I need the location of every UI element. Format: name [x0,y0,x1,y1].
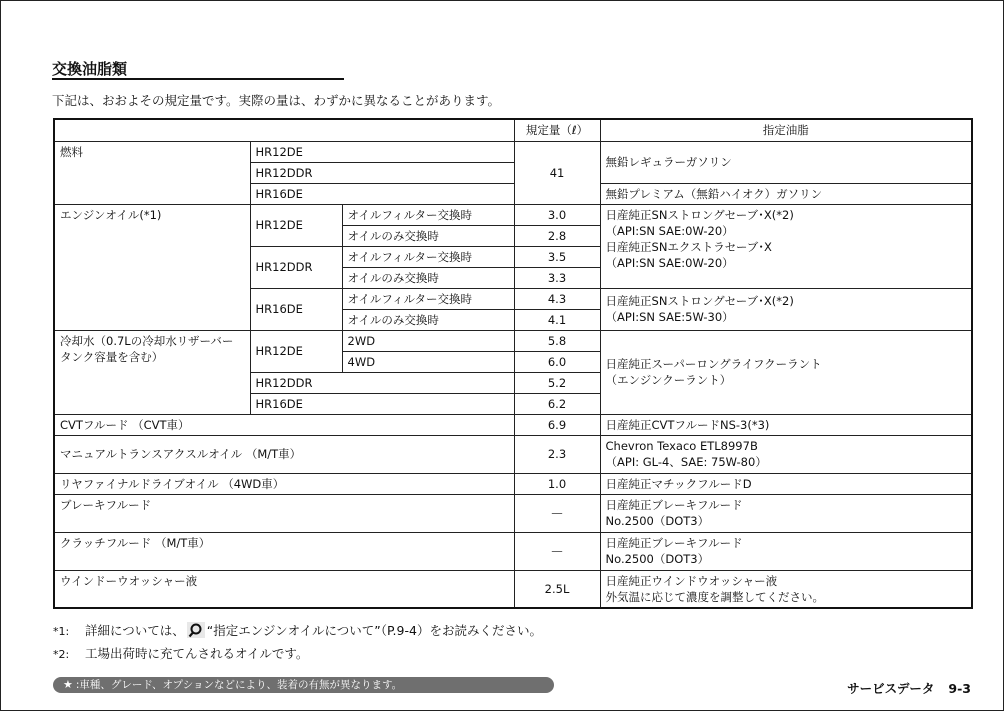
condition-cell: オイルのみ交換時 [342,309,514,330]
table-row [54,435,972,473]
oil-line: 日産純正ブレーキフルード [605,498,743,512]
condition-cell: オイルのみ交換時 [342,225,514,246]
table-row [54,570,972,608]
condition-cell: オイルフィルター交換時 [342,204,514,225]
oil-line: No.2500（DOT3） [605,514,710,528]
quantity-cell: — [514,494,600,532]
fuel-quantity: 41 [514,141,600,204]
oil-line: 外気温に応じて濃度を調整してください。 [605,589,825,604]
table-row [54,330,972,351]
fuel-oil-regular: 無鉛レギュラーガソリン [600,141,972,183]
engine-cell: HR12DDR [250,162,514,183]
oil-cell: 日産純正マチックフルードD [600,473,972,494]
item-label: クラッチフルード （M/T車） [54,532,514,570]
quantity-cell: — [514,532,600,570]
quantity-cell: 2.8 [514,225,600,246]
quantity-cell: 2.5L [514,570,600,608]
quantity-cell: 5.8 [514,330,600,351]
table-header-row [54,119,972,141]
quantity-cell: 4.1 [514,309,600,330]
engine-cell: HR12DE [250,141,514,162]
engine-cell: HR12DDR [250,246,342,288]
star-icon: ★ [63,678,73,691]
footnote-mark: *1: [53,625,70,638]
engine-cell: HR16DE [250,183,514,204]
fuel-oil-premium: 無鉛プレミアム（無鉛ハイオク）ガソリン [600,183,972,204]
footnote-text: 詳細については、 [85,623,185,638]
oil-line: （API:SN SAE:5W-30） [605,310,734,324]
engine-cell: HR12DE [250,204,342,246]
coolant-spec [600,330,972,414]
footnote-1 [53,621,542,639]
oil-line: 日産純正ウインドウオッシャー液 [605,573,778,588]
quantity-cell: 2.3 [514,435,600,473]
header-specified-oil: 指定油脂 [600,119,972,141]
quantity-cell: 3.0 [514,204,600,225]
oil-cell: 日産純正CVTフルードNS-3(*3) [600,414,972,435]
quantity-cell: 3.3 [514,267,600,288]
coolant-label: 冷却水（0.7Lの冷却水リザーバータンク容量を含む） [54,330,250,414]
engine-cell: HR12DDR [250,372,514,393]
drive-cell: 4WD [342,351,514,372]
footnote-text: 工場出荷時に充てんされるオイルです。 [85,646,309,661]
magnifier-icon [187,622,205,638]
item-label: CVTフルード （CVT車） [54,414,514,435]
oil-line: （エンジンクーラント） [605,373,732,387]
quantity-cell: 4.3 [514,288,600,309]
page-footer [847,679,971,697]
oil-line: （API:SN SAE:0W-20） [605,223,734,238]
quantity-cell: 3.5 [514,246,600,267]
oil-cell [600,435,972,473]
oil-line: 日産純正ブレーキフルード [605,536,743,550]
item-label: ブレーキフルード [54,494,514,532]
footnote-2 [53,644,308,662]
quantity-cell: 1.0 [514,473,600,494]
oil-line: 日産純正SNストロングセーブ･X(*2) [605,207,794,222]
oil-line: No.2500（DOT3） [605,552,710,566]
quantity-cell: 5.2 [514,372,600,393]
oil-line: （API:SN SAE:0W-20） [605,255,734,270]
item-label: ウインドーウオッシャー液 [54,570,514,608]
condition-cell: オイルフィルター交換時 [342,246,514,267]
engine-oil-spec-a [600,204,972,288]
table-row [54,141,972,162]
oil-line: 日産純正スーパーロングライフクーラント [605,357,822,371]
condition-cell: オイルフィルター交換時 [342,288,514,309]
drive-cell: 2WD [342,330,514,351]
intro-text: 下記は、おおよその規定量です。実際の量は、わずかに異なることがあります。 [52,93,501,108]
table-row [54,494,972,532]
table-row [54,204,972,225]
table-row [54,414,972,435]
header-quantity: 規定量（ℓ） [514,119,600,141]
title-underline [52,78,344,80]
engine-cell: HR16DE [250,288,342,330]
oil-line: Chevron Texaco ETL8997B [605,439,758,453]
oil-line: （API: GL-4、SAE: 75W-80） [605,455,767,469]
oil-cell [600,570,972,608]
item-label: リヤファイナルドライブオイル （4WD車） [54,473,514,494]
footnote-mark: *2: [53,648,70,661]
capacity-table [53,118,973,609]
oil-line: 日産純正SNストロングセーブ･X(*2) [605,294,794,308]
oil-cell [600,532,972,570]
footnote-text: “指定エンジンオイルについて”（P.9-4）をお読みください。 [206,623,542,638]
oil-line: 日産純正SNエクストラセーブ･X [605,239,772,254]
quantity-cell: 6.2 [514,393,600,414]
table-row [54,532,972,570]
section-name: サービスデータ [847,681,935,696]
engine-oil-label: エンジンオイル(*1) [54,204,250,330]
quantity-cell: 6.9 [514,414,600,435]
oil-cell [600,494,972,532]
engine-oil-spec-b [600,288,972,330]
page-number: 9-3 [948,681,971,696]
engine-cell: HR16DE [250,393,514,414]
condition-cell: オイルのみ交換時 [342,267,514,288]
equipment-note-text: :車種、グレード、オプションなどにより、装着の有無が異なります。 [75,679,403,691]
quantity-cell: 6.0 [514,351,600,372]
item-label: マニュアルトランスアクスルオイル （M/T車） [54,435,514,473]
fuel-label: 燃料 [54,141,250,204]
page-title: 交換油脂類 [52,60,128,78]
equipment-note [53,677,554,693]
table-row [54,473,972,494]
engine-cell: HR12DE [250,330,342,372]
